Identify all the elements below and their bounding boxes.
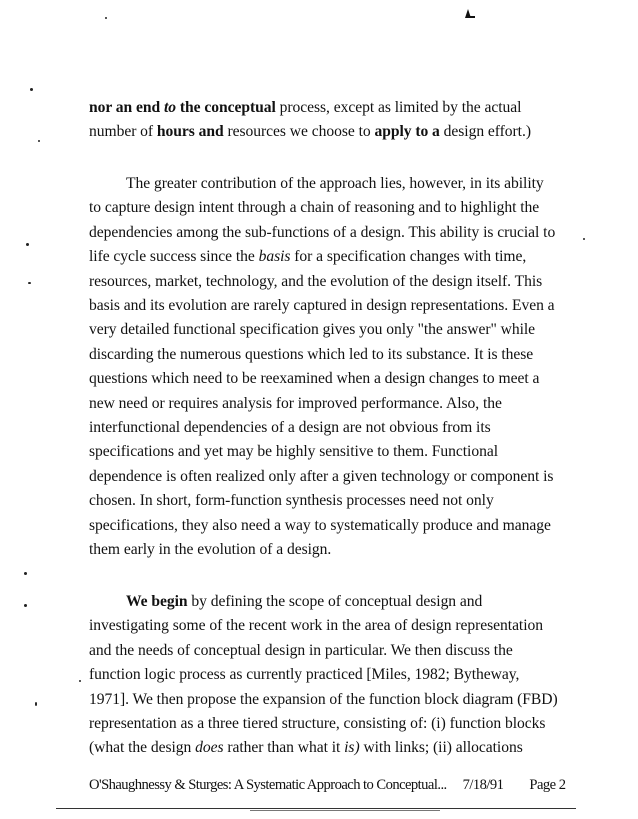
scan-speck	[24, 572, 27, 575]
text-line: questions which need to be reexamined when a design changes to meet a	[89, 370, 540, 388]
bold-text: nor an end	[89, 99, 164, 116]
scan-speck	[38, 140, 40, 142]
text-line: chosen. In short, form-function synthesis processes need not only	[89, 492, 494, 510]
text-line	[89, 120, 559, 144]
italic-text: basis	[258, 248, 291, 266]
paragraph-continuation	[89, 96, 559, 145]
text-line: dependencies among the sub-functions of a design. This ability is crucial to	[89, 223, 556, 241]
scan-speck	[26, 243, 29, 246]
plain-text: (what the design	[89, 739, 196, 757]
text-line: them early in the evolution of a design.	[89, 541, 332, 559]
text-line: specifications, they also need a way to systematically produce and manage	[89, 516, 551, 534]
italic-text: is)	[344, 739, 360, 757]
scan-speck	[35, 702, 37, 706]
footer-citation: O'Shaughnessy & Sturges: A Systematic Approach to Conceptual...	[89, 777, 447, 793]
footer-rule-shadow	[250, 810, 440, 811]
bold-italic-text: to	[164, 99, 177, 116]
bold-text: We begin	[126, 593, 188, 610]
text-line: 1971]. We then propose the expansion of the function block diagram (FBD)	[89, 690, 558, 708]
scan-speck	[28, 282, 31, 284]
scan-speck	[583, 238, 585, 240]
plain-text: design effort.)	[439, 123, 531, 141]
scan-speck	[24, 604, 27, 607]
plain-text: by defining the scope of conceptual design and	[187, 593, 483, 610]
text-line: specifications and yet may be highly sensitive to them. Functional	[89, 443, 498, 461]
scan-mark-icon	[465, 9, 471, 18]
text-line: basis and its evolution are rarely captured in design representations. Even a	[89, 297, 555, 315]
paragraph-we-begin	[89, 590, 559, 761]
text-line	[89, 245, 559, 269]
text-line: resources, market, technology, and the evolution of the design itself. This	[89, 272, 543, 290]
scan-speck	[30, 88, 33, 91]
text-line: interfunctional dependencies of a design are not obvious from its	[89, 419, 491, 437]
text-line: investigating some of the recent work in the area of design representation	[89, 617, 543, 635]
text-line: representation as a three tiered structure, consisting of: (i) function blocks	[89, 715, 546, 733]
page-footer	[89, 777, 566, 794]
bold-text: the conceptual	[176, 99, 276, 116]
plain-text: resources we choose to	[223, 123, 375, 141]
paragraph-contribution	[89, 172, 559, 563]
text-line: new need or requires analysis for improved performance. Also, the	[89, 394, 502, 412]
plain-text: life cycle success since the	[89, 248, 259, 266]
plain-text: for a specification changes with time,	[290, 248, 527, 266]
footer-rule	[56, 808, 576, 809]
text-line: The greater contribution of the approach lies, however, in its ability	[126, 175, 544, 192]
footer-date: 7/18/91	[462, 777, 504, 793]
text-line: discarding the numerous questions which led to its substance. It is these	[89, 345, 534, 363]
text-line: to capture design intent through a chain of reasoning and to highlight the	[89, 199, 540, 217]
plain-text: rather than what it	[223, 739, 345, 757]
text-line: very detailed functional specification gives you only "the answer" while	[89, 321, 536, 339]
text-line	[89, 590, 559, 614]
text-line: and the needs of conceptual design in particular. We then discuss the	[89, 641, 513, 659]
scan-speck	[79, 680, 81, 682]
plain-text: with links; (ii) allocations	[359, 739, 523, 757]
italic-text: does	[195, 739, 224, 757]
plain-text: number of	[89, 123, 157, 141]
bold-text: apply to a	[374, 123, 440, 141]
text-line: dependence is often realized only after a given technology or component is	[89, 467, 554, 485]
footer-page-number: Page 2	[529, 777, 566, 793]
text-line	[89, 736, 559, 760]
text-line	[89, 96, 559, 120]
plain-text: process, except as limited by the actual	[275, 99, 522, 116]
scan-speck	[105, 17, 107, 19]
text-line: function logic process as currently practiced [Miles, 1982; Bytheway,	[89, 666, 520, 684]
bold-text: hours and	[156, 123, 224, 141]
